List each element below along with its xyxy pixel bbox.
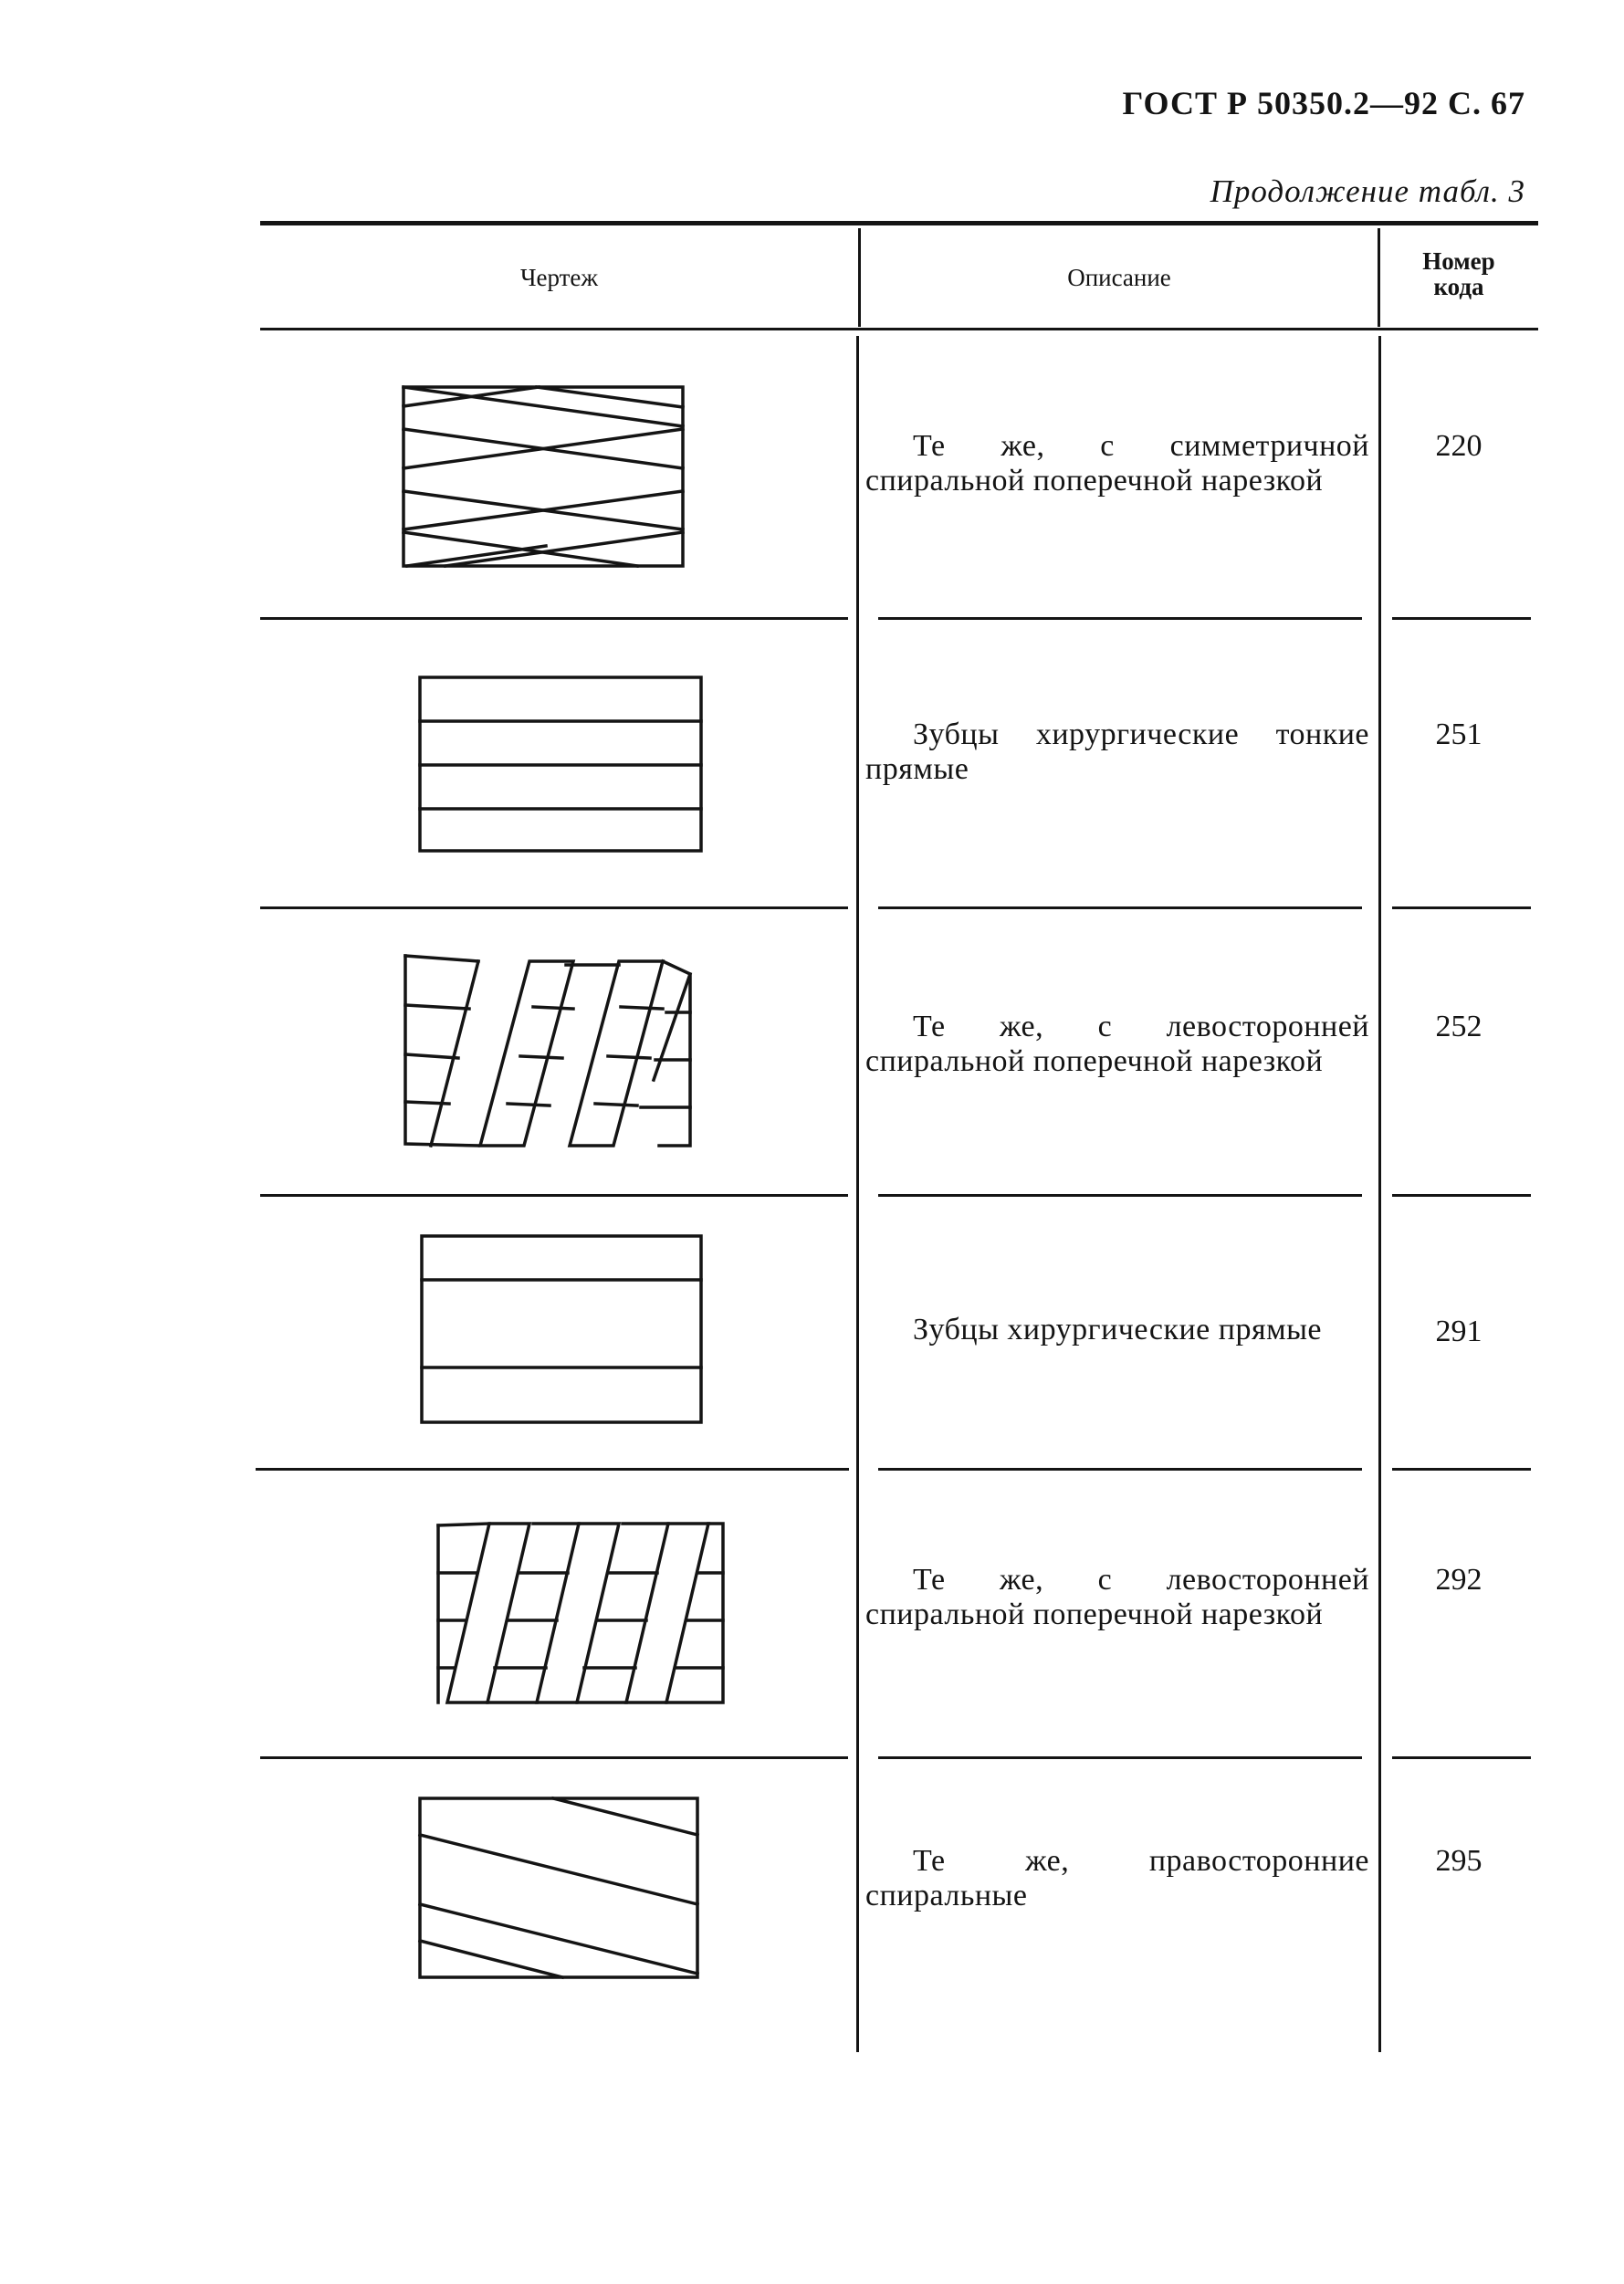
row-separator <box>260 1194 848 1197</box>
row-separator <box>1392 1194 1531 1197</box>
column-header-code: Номер кода <box>1422 247 1495 300</box>
row-description: Те же, правосторонние спиральные <box>865 1844 1369 1912</box>
row-description: Те же, с симметричной спиральной поперечной нарезкой <box>865 429 1369 498</box>
row-separator <box>1392 1468 1531 1471</box>
row-separator <box>1392 617 1531 620</box>
column-header-description: Описание <box>1067 264 1171 291</box>
column-divider-2 <box>1378 228 1380 327</box>
row-code: 252 <box>1435 1010 1483 1043</box>
row-separator <box>1392 906 1531 909</box>
row-separator <box>256 1468 849 1471</box>
row-separator <box>878 617 1362 620</box>
row-separator <box>260 617 848 620</box>
table-continuation-label: Продолжение табл. 3 <box>1210 173 1525 209</box>
straight-teeth-drawing <box>418 1232 707 1428</box>
row-separator <box>878 1756 1362 1759</box>
right-spiral-drawing <box>416 1795 703 1983</box>
symmetric-spiral-cross-cut-drawing <box>400 383 688 571</box>
row-separator <box>878 1194 1362 1197</box>
page-header: ГОСТ Р 50350.2—92 С. 67 <box>1122 85 1525 121</box>
row-code: 291 <box>1435 1315 1483 1348</box>
row-code: 292 <box>1435 1563 1483 1597</box>
column-divider-2 <box>1378 336 1381 2052</box>
row-description: Зубцы хирургические тонкие прямые <box>865 718 1369 786</box>
left-spiral-cross-cut-drawing <box>435 1516 730 1710</box>
row-description: Зубцы хирургические прямые <box>913 1313 1323 1346</box>
row-separator <box>878 1468 1362 1471</box>
row-description: Те же, с левосторонней спиральной поперечной нарезкой <box>865 1010 1369 1078</box>
row-separator <box>260 906 848 909</box>
row-code: 295 <box>1435 1844 1483 1878</box>
column-divider-1 <box>856 336 859 2052</box>
column-header-drawing: Чертеж <box>519 264 599 291</box>
row-code: 251 <box>1435 718 1483 751</box>
row-code: 220 <box>1435 429 1483 463</box>
table-top-rule <box>260 221 1538 225</box>
row-description: Те же, с левосторонней спиральной поперечной нарезкой <box>865 1563 1369 1631</box>
header-bottom-rule <box>260 328 1538 330</box>
row-separator <box>1392 1756 1531 1759</box>
left-spiral-cross-cut-drawing <box>402 952 703 1151</box>
thin-straight-teeth-drawing <box>416 674 707 856</box>
row-separator <box>260 1756 848 1759</box>
row-separator <box>878 906 1362 909</box>
